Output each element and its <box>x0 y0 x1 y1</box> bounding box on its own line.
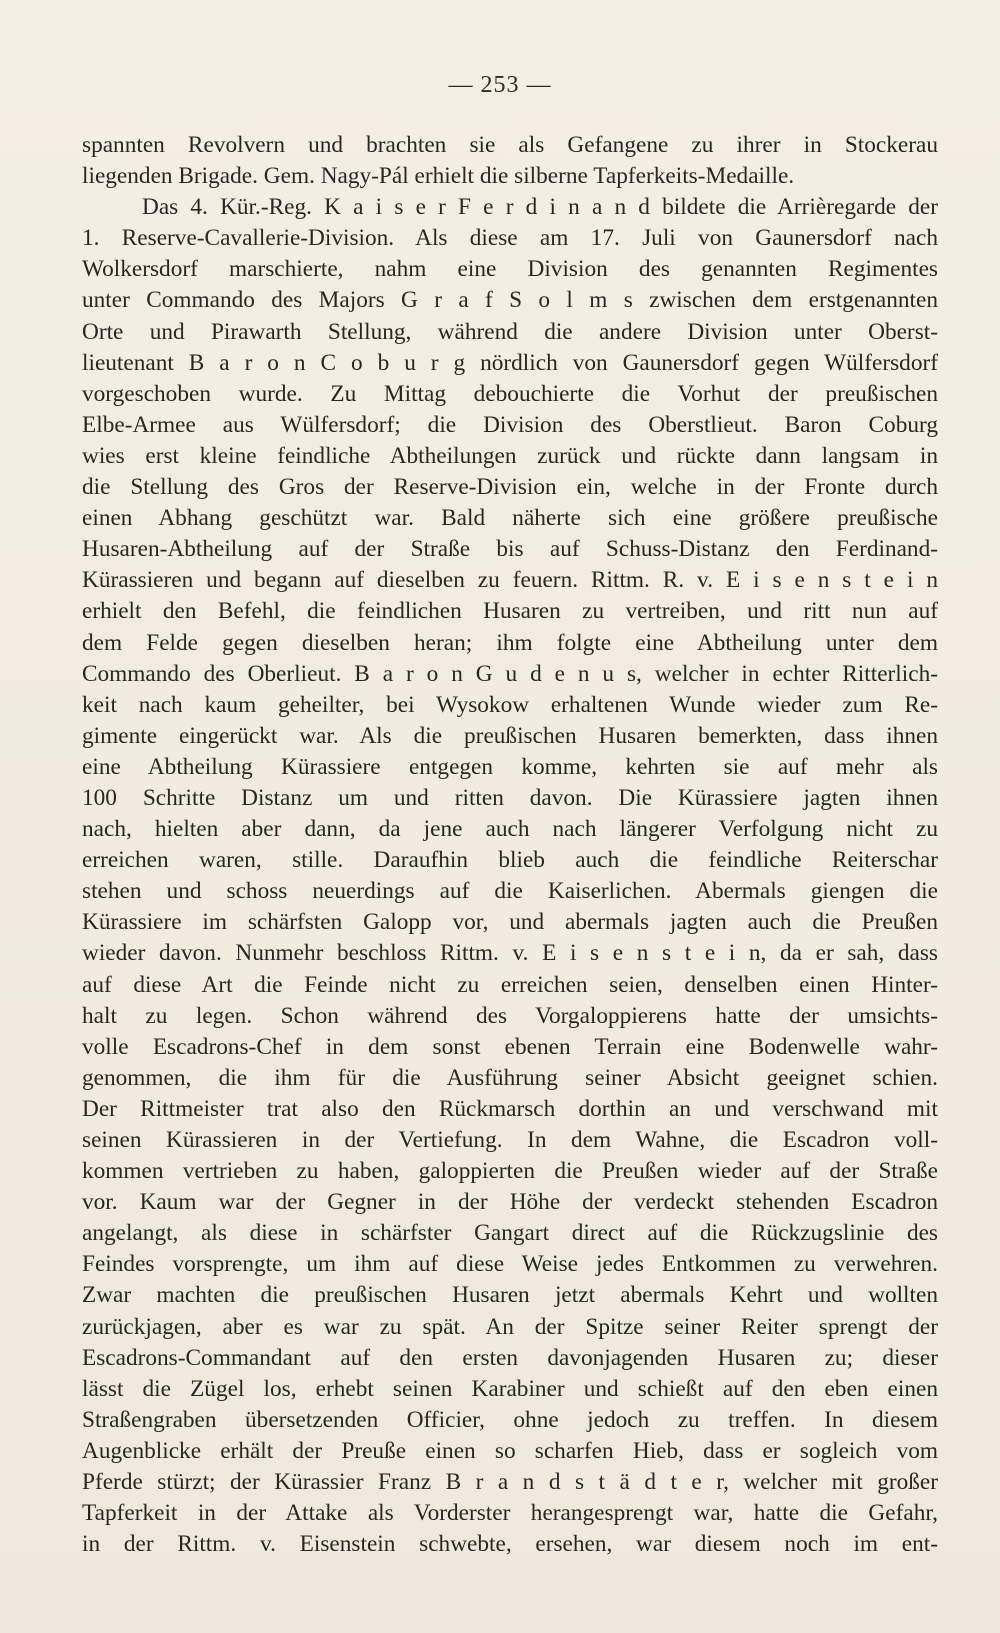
text-line: nach, hielten aber dann, da jene auch nach längerer Verfolgung nicht zu <box>82 816 938 843</box>
text-line: unter Commando des Majors G r a f S o l m s zwischen dem erstgenannten <box>82 287 938 314</box>
text-line: eine Abtheilung Kürassiere entgegen komme, kehrten sie auf mehr als <box>82 753 938 780</box>
text-line: Straßengraben übersetzenden Officier, ohne jedoch zu treffen. In diesem <box>82 1406 938 1433</box>
text-line: halt zu legen. Schon während des Vorgaloppierens hatte der umsichts- <box>82 1002 938 1029</box>
text-line: vor. Kaum war der Gegner in der Höhe der verdeckt stehenden Escadron <box>82 1189 938 1216</box>
text-line: auf diese Art die Feinde nicht zu erreichen seien, denselben einen Hinter- <box>82 971 938 998</box>
text-line: in der Rittm. v. Eisenstein schwebte, ersehen, war diesem noch im ent- <box>82 1531 938 1558</box>
text-line: Orte und Pirawarth Stellung, während die andere Division unter Oberst- <box>82 318 938 345</box>
text-line: Feindes vorsprengte, um ihm auf diese Weise jedes Entkommen zu verwehren. <box>82 1251 938 1278</box>
text-line: Pferde stürzt; der Kürassier Franz B r a n d s t ä d t e r, welcher mit großer <box>82 1469 938 1496</box>
text-line: 100 Schritte Distanz um und ritten davon. Die Kürassiere jagten ihnen <box>82 784 938 811</box>
text-line: angelangt, als diese in schärfster Gangart direct auf die Rückzugslinie des <box>82 1220 938 1247</box>
text-line: Zwar machten die preußischen Husaren jetzt abermals Kehrt und wollten <box>82 1282 938 1309</box>
text-line: wies erst kleine feindliche Abtheilungen zurück und rückte dann langsam in <box>82 442 938 469</box>
text-line: volle Escadrons-Chef in dem sonst ebenen Terrain eine Bodenwelle wahr- <box>82 1033 938 1060</box>
text-line: Augenblicke erhält der Preuße einen so scharfen Hieb, dass er sogleich vom <box>82 1437 938 1464</box>
text-line: gimente eingerückt war. Als die preußischen Husaren bemerkten, dass ihnen <box>82 722 938 749</box>
text-line: wieder davon. Nunmehr beschloss Rittm. v. E i s e n s t e i n, da er sah, dass <box>82 940 938 967</box>
text-line: erhielt den Befehl, die feindlichen Husaren zu vertreiben, und ritt nun auf <box>82 598 938 625</box>
text-line: stehen und schoss neuerdings auf die Kaiserlichen. Abermals giengen die <box>82 878 938 905</box>
text-line: Kürassieren und begann auf dieselben zu feuern. Rittm. R. v. E i s e n s t e i n <box>82 567 938 594</box>
text-line: liegenden Brigade. Gem. Nagy-Pál erhielt die silberne Tapferkeits-Medaille. <box>82 163 795 190</box>
text-line: lieutenant B a r o n C o b u r g nördlich von Gaunersdorf gegen Wülfersdorf <box>82 349 938 376</box>
text-line: Tapferkeit in der Attake als Vorderster herangesprengt war, hatte die Gefahr, <box>82 1500 938 1527</box>
text-line: einen Abhang geschützt war. Bald näherte sich eine größere preußische <box>82 505 938 532</box>
text-line: kommen vertrieben zu haben, galoppierten die Preußen wieder auf der Straße <box>82 1158 938 1185</box>
text-line: Das 4. Kür.-Reg. K a i s e r F e r d i n a n d bildete die Arrièregarde der <box>142 194 938 221</box>
text-line: die Stellung des Gros der Reserve-Division ein, welche in der Fronte durch <box>82 474 938 501</box>
text-line: erreichen waren, stille. Daraufhin blieb auch die feindliche Reiterschar <box>82 847 938 874</box>
page-number: — 253 — <box>448 72 552 98</box>
text-line: dem Felde gegen dieselben heran; ihm folgte eine Abtheilung unter dem <box>82 629 938 656</box>
text-line: Commando des Oberlieut. B a r o n G u d e n u s, welcher in echter Ritterlich- <box>82 660 938 687</box>
text-line: Der Rittmeister trat also den Rückmarsch dorthin an und verschwand mit <box>82 1095 938 1122</box>
text-line: genommen, die ihm für die Ausführung seiner Absicht geeignet schien. <box>82 1064 938 1091</box>
text-line: zurückjagen, aber es war zu spät. An der Spitze seiner Reiter sprengt der <box>82 1313 938 1340</box>
text-line: Escadrons-Commandant auf den ersten davonjagenden Husaren zu; dieser <box>82 1344 938 1371</box>
text-line: Husaren-Abtheilung auf der Straße bis auf Schuss-Distanz den Ferdinand- <box>82 536 938 563</box>
text-line: 1. Reserve-Cavallerie-Division. Als diese am 17. Juli von Gaunersdorf nach <box>82 225 938 252</box>
text-line: Kürassiere im schärfsten Galopp vor, und abermals jagten auch die Preußen <box>82 909 938 936</box>
text-line: Elbe-Armee aus Wülfersdorf; die Division des Oberstlieut. Baron Coburg <box>82 411 938 438</box>
text-line: seinen Kürassieren in der Vertiefung. In dem Wahne, die Escadron voll- <box>82 1127 938 1153</box>
body-text <box>82 130 938 1560</box>
text-line: spannten Revolvern und brachten sie als Gefangene zu ihrer in Stockerau <box>82 132 938 158</box>
text-line: lässt die Zügel los, erhebt seinen Karabiner und schießt auf den eben einen <box>82 1375 938 1402</box>
text-line: keit nach kaum geheilter, bei Wysokow erhaltenen Wunde wieder zum Re- <box>82 691 938 718</box>
text-line: Wolkersdorf marschierte, nahm eine Division des genannten Regimentes <box>82 256 938 283</box>
text-line: vorgeschoben wurde. Zu Mittag debouchierte die Vorhut der preußischen <box>82 380 938 407</box>
